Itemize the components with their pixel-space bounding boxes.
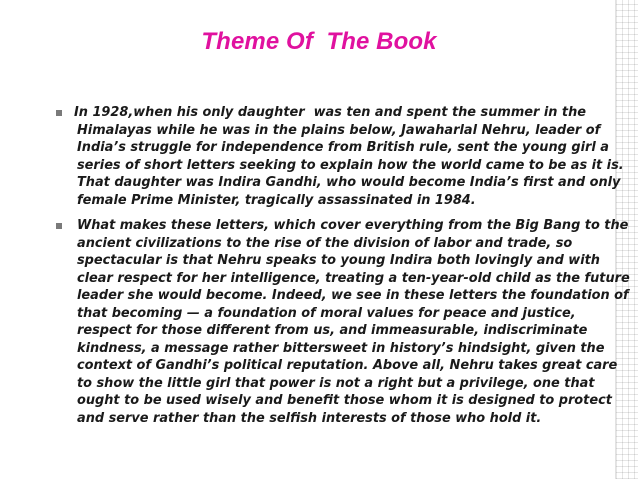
bullet-1-line-1: In 1928,when his only daughter was ten and spent the summer in the	[74, 105, 587, 120]
bullet-square-icon	[56, 223, 62, 229]
bullet-item-1	[62, 104, 624, 209]
bullet-2-line-5: leader she would become. Indeed, we see in these letters the foundation of	[77, 288, 629, 303]
slide-title: Theme Of The Book	[201, 28, 437, 55]
bullet-1-line-6: female Prime Minister, tragically assassinated in 1984.	[77, 192, 476, 208]
bullet-2-line-1: What makes these letters, which cover everything from the Big Bang to the	[77, 218, 629, 233]
bullet-2-line-6: that becoming — a foundation of moral values for peace and justice,	[77, 305, 576, 321]
bullet-2-line-8: kindness, a message rather bittersweet in history’s hindsight, given the	[77, 340, 605, 356]
bullet-1-line-4: series of short letters seeking to explain how the world came to be as it is.	[77, 157, 624, 173]
bullet-item-2	[62, 217, 630, 427]
bullet-2-line-2: ancient civilizations to the rise of the division of labor and trade, so	[77, 235, 573, 251]
bullet-2-line-12: and serve rather than the selfish interests of those who hold it.	[77, 410, 542, 426]
bullet-2-line-3: spectacular is that Nehru speaks to young Indira both lovingly and with	[77, 253, 600, 268]
bullet-square-icon	[56, 110, 62, 116]
bullet-2-line-4: clear respect for her intelligence, treating a ten-year-old child as the future	[77, 270, 630, 286]
bullet-2-line-11: ought to be used wisely and benefit those whom it is designed to protect	[77, 393, 612, 408]
bullet-1-line-3: India’s struggle for independence from British rule, sent the young girl a	[77, 140, 609, 155]
bullet-2-line-9: context of Gandhi’s political reputation. Above all, Nehru takes great care	[77, 358, 618, 373]
bullet-2-line-7: respect for those different from us, and immeasurable, indiscriminate	[77, 323, 588, 338]
bullet-2-line-10: to show the little girl that power is not a right but a privilege, one that	[77, 375, 595, 391]
bullet-1-line-2: Himalayas while he was in the plains below, Jawaharlal Nehru, leader of	[77, 122, 601, 138]
bullet-1-line-5: That daughter was Indira Gandhi, who would become India’s first and only	[77, 175, 621, 190]
